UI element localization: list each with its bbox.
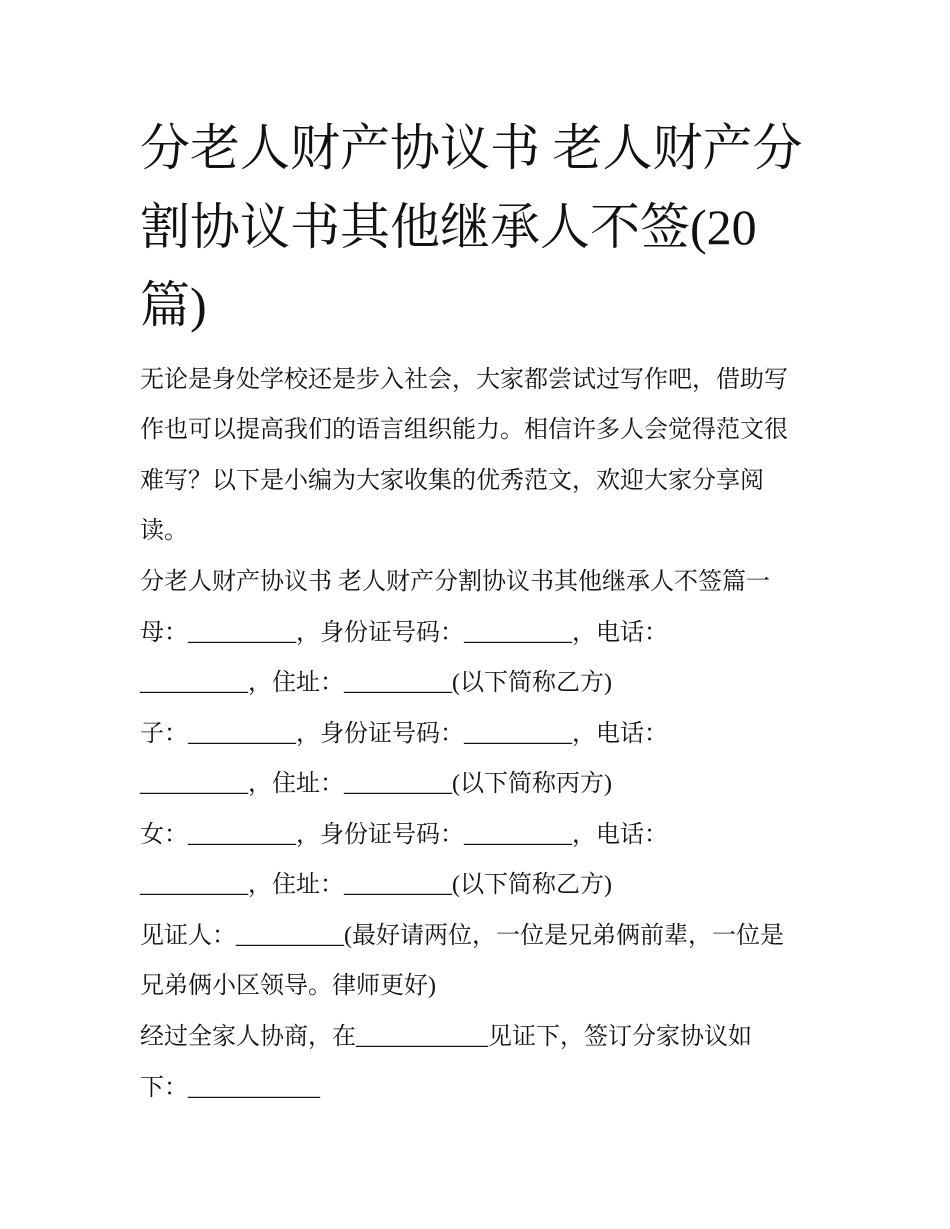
text-line: 读。	[140, 518, 188, 544]
text-line: 女：_________，身份证号码：_________，电话：	[140, 822, 668, 848]
title-line: 篇)	[140, 277, 207, 333]
text-line: 兄弟俩小区领导。律师更好)	[140, 973, 436, 999]
title-line: 割协议书其他继承人不签(20	[140, 199, 757, 255]
text-line: 无论是身处学校还是步入社会，大家都尝试过写作吧，借助写	[140, 367, 788, 393]
text-line: 子：_________，身份证号码：_________，电话：	[140, 721, 668, 747]
section-heading: 分老人财产协议书 老人财产分割协议书其他继承人不签篇一	[140, 569, 770, 595]
text-line: 下：___________	[140, 1075, 320, 1101]
text-line: _________，住址：_________(以下简称乙方)	[140, 872, 612, 898]
text-line: 难写？以下是小编为大家收集的优秀范文，欢迎大家分享阅	[140, 468, 764, 494]
text-line: 经过全家人协商，在___________见证下，签订分家协议如	[140, 1024, 752, 1050]
text-line: _________，住址：_________(以下简称乙方)	[140, 670, 612, 696]
text-line: _________，住址：_________(以下简称丙方)	[140, 771, 612, 797]
text-line: 母：_________，身份证号码：_________，电话：	[140, 620, 668, 646]
text-line: 作也可以提高我们的语言组织能力。相信许多人会觉得范文很	[140, 417, 788, 443]
text-line: 见证人：_________(最好请两位，一位是兄弟俩前辈，一位是	[140, 923, 784, 949]
title-line: 分老人财产协议书 老人财产分	[140, 120, 803, 176]
